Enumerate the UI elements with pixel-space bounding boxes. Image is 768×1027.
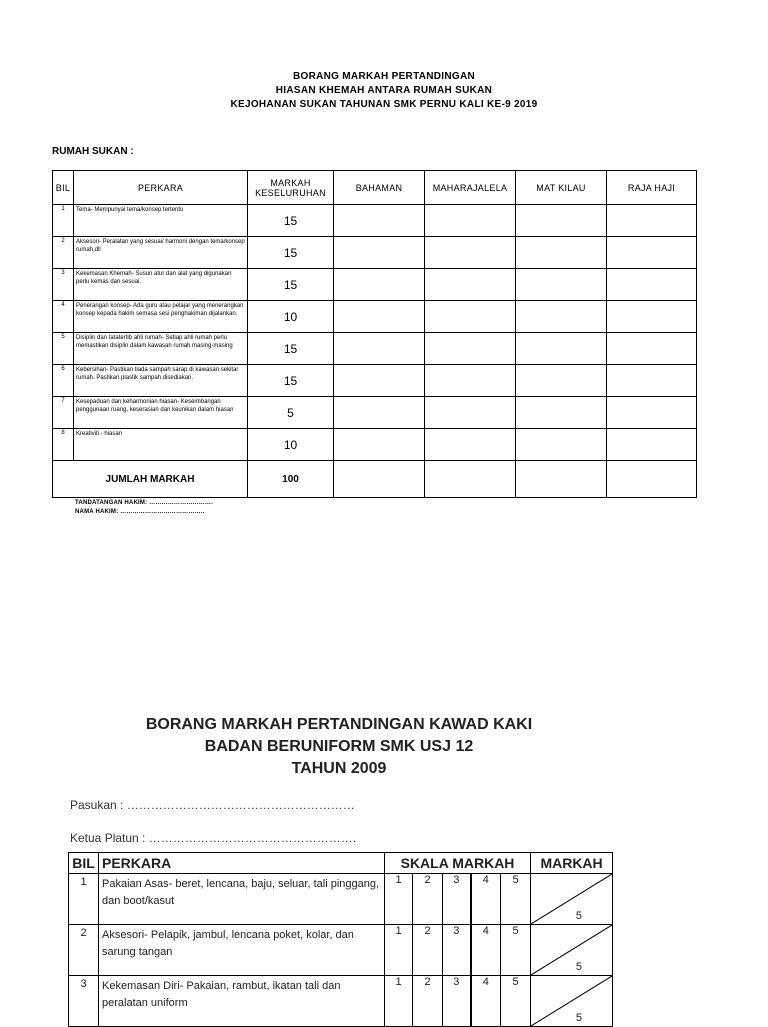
row-perkara: Aksesori- Pelapik, jambul, lencana poket, kolar, dan sarung tangan bbox=[99, 925, 385, 976]
score-cell[interactable] bbox=[607, 333, 697, 365]
scale-option[interactable]: 5 bbox=[501, 925, 531, 976]
row-bil: 6 bbox=[53, 365, 74, 397]
table-row bbox=[53, 397, 697, 429]
nama-hakim: NAMA HAKIM: ………………………………….. bbox=[75, 509, 205, 515]
score-cell[interactable] bbox=[425, 333, 516, 365]
row-bil: 1 bbox=[53, 205, 74, 237]
row-perkara: Aksesori- Peralatan yang sesuai/ harmoni dengan tema/konsep rumah,dll bbox=[74, 237, 248, 269]
form1-title-line-3: KEJOHANAN SUKAN TAHUNAN SMK PERNU KALI KE-9 2019 bbox=[230, 99, 538, 110]
score-cell[interactable] bbox=[516, 333, 607, 365]
score-cell[interactable] bbox=[607, 237, 697, 269]
score-cell[interactable] bbox=[516, 301, 607, 333]
total-label: JUMLAH MARKAH bbox=[53, 461, 248, 498]
score-cell[interactable] bbox=[425, 205, 516, 237]
scale-option[interactable]: 2 bbox=[413, 976, 443, 1027]
f2-header-markah: MARKAH bbox=[531, 853, 613, 874]
table-row bbox=[53, 333, 697, 365]
form1-title bbox=[0, 70, 768, 112]
total-cell[interactable] bbox=[425, 461, 516, 498]
table-row bbox=[53, 365, 697, 397]
form2-title-line-2: BADAN BERUNIFORM SMK USJ 12 bbox=[204, 738, 474, 755]
header-markah bbox=[248, 171, 334, 205]
row-bil: 2 bbox=[53, 237, 74, 269]
table-row bbox=[53, 301, 697, 333]
row-markah: 15 bbox=[248, 205, 334, 237]
markah-max: 5 bbox=[575, 961, 583, 973]
score-cell[interactable] bbox=[334, 333, 425, 365]
row-markah: 15 bbox=[248, 333, 334, 365]
table-row bbox=[69, 874, 613, 925]
score-cell[interactable] bbox=[516, 269, 607, 301]
form2-score-table bbox=[68, 852, 613, 1027]
markah-max: 5 bbox=[575, 1012, 583, 1024]
scale-option[interactable]: 5 bbox=[501, 976, 531, 1027]
row-markah: 15 bbox=[248, 237, 334, 269]
scale-option[interactable]: 4 bbox=[471, 874, 501, 925]
table-row bbox=[53, 429, 697, 461]
score-cell[interactable] bbox=[334, 301, 425, 333]
row-perkara: Kreativiti - hiasan bbox=[74, 429, 248, 461]
score-cell[interactable] bbox=[607, 301, 697, 333]
score-cell[interactable] bbox=[516, 397, 607, 429]
scale-option[interactable]: 2 bbox=[413, 925, 443, 976]
row-perkara: Kebersihan- Pastikan tiada sampah sarap di kawasan sekitar rumah. Pastikan plastik sampah disediakan. bbox=[74, 365, 248, 397]
score-cell[interactable] bbox=[607, 397, 697, 429]
row-bil: 3 bbox=[53, 269, 74, 301]
row-perkara: Penerangan konsep- Ada guru atau pelajar yang menerangkan konsep kepada hakim semasa sesi penghakiman dijalankan. bbox=[74, 301, 248, 333]
score-cell[interactable] bbox=[516, 365, 607, 397]
total-value: 100 bbox=[248, 461, 334, 498]
form1-title-line-2: HIASAN KHEMAH ANTARA RUMAH SUKAN bbox=[275, 85, 493, 96]
score-cell[interactable] bbox=[516, 205, 607, 237]
score-cell[interactable] bbox=[425, 397, 516, 429]
rumah-sukan-label: RUMAH SUKAN : bbox=[52, 146, 134, 157]
markah-cell[interactable] bbox=[531, 976, 613, 1027]
header-perkara: PERKARA bbox=[74, 171, 248, 205]
score-cell[interactable] bbox=[334, 237, 425, 269]
form1-title-line-1: BORANG MARKAH PERTANDINGAN bbox=[292, 71, 476, 82]
score-cell[interactable] bbox=[334, 269, 425, 301]
markah-cell[interactable] bbox=[531, 874, 613, 925]
f2-header-perkara: PERKARA bbox=[99, 853, 385, 874]
pasukan-field: Pasukan : ………………………………………………… bbox=[70, 798, 355, 812]
score-cell[interactable] bbox=[425, 365, 516, 397]
row-bil: 3 bbox=[69, 976, 99, 1027]
markah-cell[interactable] bbox=[531, 925, 613, 976]
header-markah-line-2: KESELURUHAN bbox=[255, 187, 326, 198]
score-cell[interactable] bbox=[425, 237, 516, 269]
row-markah: 5 bbox=[248, 397, 334, 429]
tandatangan-hakim: TANDATANGAN HAKIM: …………………………. bbox=[75, 500, 213, 506]
total-cell[interactable] bbox=[334, 461, 425, 498]
form2-title-line-1: BORANG MARKAH PERTANDINGAN KAWAD KAKI bbox=[145, 716, 533, 733]
score-cell[interactable] bbox=[425, 269, 516, 301]
score-cell[interactable] bbox=[334, 205, 425, 237]
scale-option[interactable]: 1 bbox=[385, 925, 413, 976]
form1-score-table bbox=[52, 170, 697, 498]
header-markah-line-1: MARKAH bbox=[270, 177, 311, 188]
scale-option[interactable]: 3 bbox=[443, 925, 471, 976]
diagonal-line bbox=[531, 925, 612, 975]
diagonal-line bbox=[531, 874, 612, 924]
form2-title-line-3: TAHUN 2009 bbox=[291, 760, 387, 777]
score-cell[interactable] bbox=[607, 205, 697, 237]
table-row bbox=[53, 237, 697, 269]
table-row bbox=[53, 205, 697, 237]
f2-header-skala: SKALA MARKAH bbox=[385, 853, 531, 874]
row-perkara: Kekemasan Khemah- Susun atur dan alat yang digunakan perlu kemas dan sesuai. bbox=[74, 269, 248, 301]
score-cell[interactable] bbox=[334, 365, 425, 397]
total-cell[interactable] bbox=[607, 461, 697, 498]
scale-option[interactable]: 3 bbox=[443, 874, 471, 925]
row-bil: 1 bbox=[69, 874, 99, 925]
score-cell[interactable] bbox=[607, 429, 697, 461]
row-perkara: Kesepaduan dan keharmonian hiasan- Keseimbangan penggunaan ruang, keserasian dan keunikan dalam hiasan bbox=[74, 397, 248, 429]
row-markah: 15 bbox=[248, 269, 334, 301]
table-row bbox=[69, 976, 613, 1027]
row-bil: 8 bbox=[53, 429, 74, 461]
row-perkara: Tema- Mempunyai tema/konsep tertentu bbox=[74, 205, 248, 237]
score-cell[interactable] bbox=[516, 429, 607, 461]
table-row bbox=[53, 269, 697, 301]
header-house-raja-haji: RAJA HAJI bbox=[607, 171, 697, 205]
scale-option[interactable]: 1 bbox=[385, 874, 413, 925]
row-markah: 10 bbox=[248, 429, 334, 461]
scale-option[interactable]: 5 bbox=[501, 874, 531, 925]
f2-header-bil: BIL bbox=[69, 853, 99, 874]
diagonal-line bbox=[531, 976, 612, 1026]
scale-option[interactable]: 2 bbox=[413, 874, 443, 925]
scale-option[interactable]: 4 bbox=[471, 925, 501, 976]
row-markah: 15 bbox=[248, 365, 334, 397]
score-cell[interactable] bbox=[334, 429, 425, 461]
row-bil: 5 bbox=[53, 333, 74, 365]
row-bil: 7 bbox=[53, 397, 74, 429]
score-cell[interactable] bbox=[607, 269, 697, 301]
total-cell[interactable] bbox=[516, 461, 607, 498]
scale-option[interactable]: 4 bbox=[471, 976, 501, 1027]
score-cell[interactable] bbox=[516, 237, 607, 269]
total-row bbox=[53, 461, 697, 498]
score-cell[interactable] bbox=[334, 397, 425, 429]
row-bil: 2 bbox=[69, 925, 99, 976]
ketua-platun-field: Ketua Platun : ……………………………………………. bbox=[70, 831, 357, 845]
row-perkara: Kekemasan Diri- Pakaian, rambut, ikatan tali dan peralatan uniform bbox=[99, 976, 385, 1027]
scale-option[interactable]: 1 bbox=[385, 976, 413, 1027]
header-house-bahaman: BAHAMAN bbox=[334, 171, 425, 205]
score-cell[interactable] bbox=[425, 301, 516, 333]
row-perkara: Disiplin dan tatatertib ahli rumah- Setiap ahli rumah perlu memastikan disiplin dalam kawasan rumah masing-masing bbox=[74, 333, 248, 365]
form2-title bbox=[0, 714, 678, 780]
header-house-mat-kilau: MAT KILAU bbox=[516, 171, 607, 205]
table-row bbox=[69, 925, 613, 976]
header-house-maharajalela: MAHARAJALELA bbox=[425, 171, 516, 205]
row-bil: 4 bbox=[53, 301, 74, 333]
score-cell[interactable] bbox=[425, 429, 516, 461]
row-perkara: Pakaian Asas- beret, lencana, baju, seluar, tali pinggang, dan boot/kasut bbox=[99, 874, 385, 925]
scale-option[interactable]: 3 bbox=[443, 976, 471, 1027]
row-markah: 10 bbox=[248, 301, 334, 333]
markah-max: 5 bbox=[575, 910, 583, 922]
header-bil: BIL bbox=[53, 171, 74, 205]
score-cell[interactable] bbox=[607, 365, 697, 397]
